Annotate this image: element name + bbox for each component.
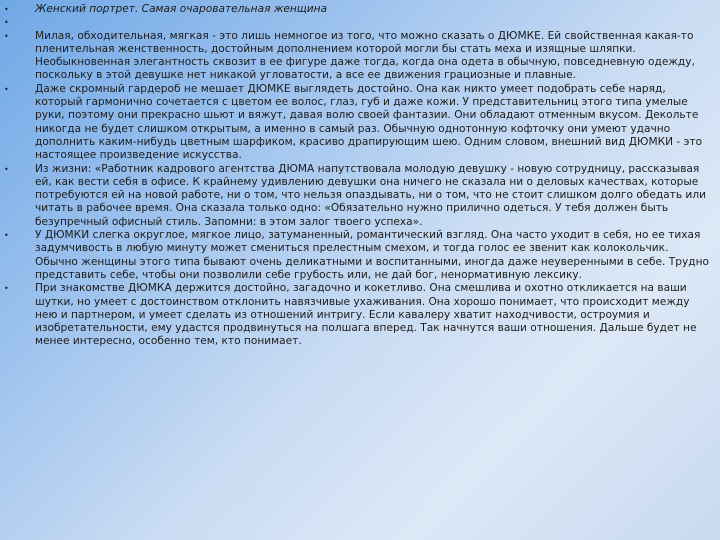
paragraph-text: Из жизни: «Работник кадрового агентства ДЮМА напутствовала молодую девушку - новую сотрудницу, рассказывая ей, как вести себя в офисе. К крайнему удивлению девушки она ничего не сказала ни о деловых качествах, которые потребуются ей на новой работе, ни о том, что нельзя опаздывать, ни о том, что не стоит слишком долго обедать или читать в рабочее время. Она сказала только одно: «Обязательно нужно прилично одеться. У тебя должен быть безупречный офисный стиль. Запомни: в этом залог твоего успеха».: [35, 162, 706, 228]
list-item-title: [4, 3, 710, 16]
bullet-list: [4, 3, 710, 349]
paragraph-text: У ДЮМКИ слегка округлое, мягкое лицо, затуманенный, романтический взгляд. Она часто уходит в себя, но ее тихая задумчивость в любую минуту может смениться прелестным смехом, и тогда голос ее звенит как колокольчик. Обычно женщины этого типа бывают очень деликатными и воспитанными, иногда даже неуверенными в себе. Трудно представить себе, чтобы они позволили себе грубость или, не дай бог, ненормативную лексику.: [35, 229, 709, 281]
list-item-paragraph: [4, 229, 710, 282]
slide-title: Женский портрет. Самая очаровательная женщина: [35, 3, 328, 15]
bullet-icon: •: [4, 84, 9, 94]
list-item-paragraph: [4, 282, 710, 348]
paragraph-text: Милая, обходительная, мягкая - это лишь немногое из того, что можно сказать о ДЮМКЕ. Ей свойственная какая-то пленительная женственность, достойным дополнением которой могли бы стать меха и изящные шляпки. Необыкновенная элегантность сквозит в ее фигуре даже тогда, когда она одета в обычную, повседневную одежду, поскольку в этой девушке нет никакой угловатости, а все ее движения грациозные и плавные.: [35, 29, 695, 82]
bullet-icon: •: [4, 18, 9, 28]
list-item-empty: [4, 16, 710, 29]
list-item-paragraph: [4, 29, 710, 83]
paragraph-text: Даже скромный гардероб не мешает ДЮМКЕ выглядеть достойно. Она как никто умеет подобрать себе наряд, который гармонично сочетается с цветом ее волос, глаз, губ и даже кожи. У представительниц этого типа умелые руки, поэтому они прекрасно шьют и вяжут, давая волю своей фантазии. Они обладают отменным вкусом. Декольте никогда не будет слишком открытым, а именно в самый раз. Обычную однотонную кофточку они умеют удачно дополнить каким-нибудь цветным шарфиком, красиво драпирующим шею. Одним словом, внешний вид ДЮМКИ - это настоящее произведение искусства.: [35, 82, 703, 162]
bullet-icon: •: [4, 31, 9, 41]
list-item-paragraph: [4, 82, 710, 163]
paragraph-text: При знакомстве ДЮМКА держится достойно, загадочно и кокетливо. Она смешлива и охотно откликается на ваши шутки, но умеет с достоинством отклонить навязчивые ухаживания. Она хорошо понимает, что происходит между нею и партнером, и умеет сделать из отношений интригу. Если кавалеру хватит находчивости, остроумия и изобретательности, ему удастся продвинуться на полшага вперед. Так начнутся ваши отношения. Дальше будет не менее интересно, особенно тем, кто понимает.: [35, 282, 697, 348]
bullet-icon: •: [4, 5, 9, 14]
bullet-icon: •: [4, 284, 9, 294]
bullet-icon: •: [4, 164, 9, 174]
list-item-paragraph: [4, 162, 710, 229]
bullet-icon: •: [4, 231, 9, 241]
